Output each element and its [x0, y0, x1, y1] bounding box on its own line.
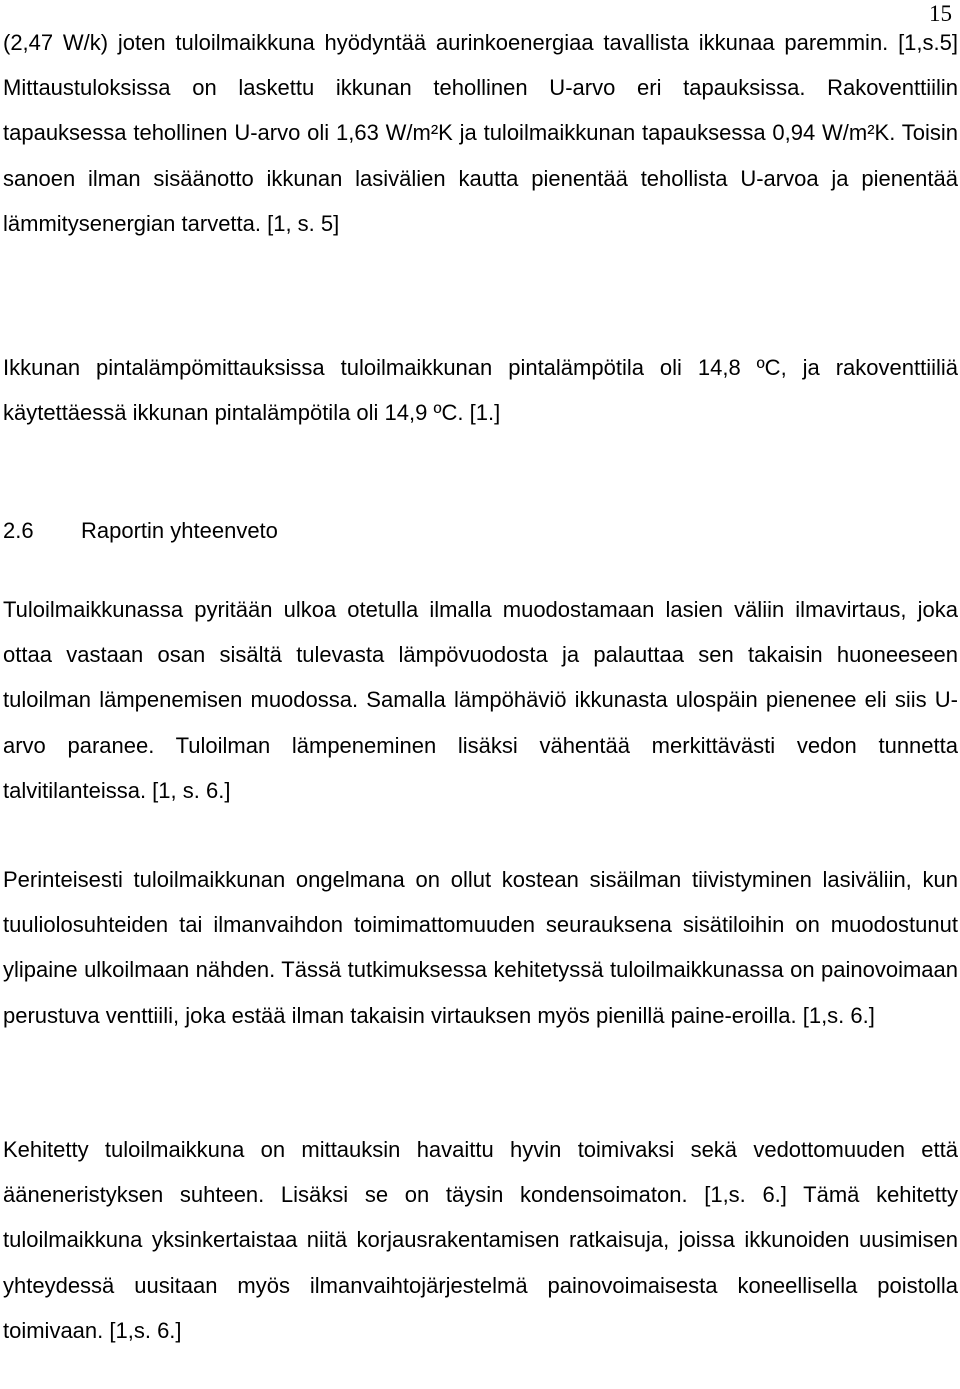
section-number: 2.6: [3, 518, 34, 543]
paragraph-condensation-problem: Perinteisesti tuloilmaikkunan ongelmana on ollut kostean sisäilman tiivistyminen lasiväliin, kun tuuliolosuhteiden tai ilmanvaihdon toimimattomuuden seurauksena sisätiloihin on muodostunut ylipaine ulkoilmaan nähden. Tässä tutkimuksessa kehitetyssä tuloilmaikkunassa on painovoimaan perustuva venttiili, joka estää ilman takaisin virtauksen myös pienillä paine-eroilla. [1,s. 6.]: [3, 867, 958, 1028]
section-title: Raportin yhteenveto: [81, 518, 278, 543]
paragraph-developed-window: Kehitetty tuloilmaikkuna on mittauksin havaittu hyvin toimivaksi sekä vedottomuuden että ääneneristyksen suhteen. Lisäksi se on täysin kondensoimaton. [1,s. 6.] Tämä kehitetty tuloilmaikkuna yksinkertaistaa niitä korjausrakentamisen ratkaisuja, joissa ikkunoiden uusimisen yhteydessä uusitaan myös ilmanvaihtojärjestelmä painovoimaisesta koneellisella poistolla toimivaan. [1,s. 6.]: [3, 1137, 958, 1343]
paragraph-supply-air-window-principle: Tuloilmaikkunassa pyritään ulkoa otetulla ilmalla muodostamaan lasien väliin ilmavirtaus, joka ottaa vastaan osan sisältä tulevasta lämpövuodosta ja palauttaa sen takaisin huoneeseen tuloilman lämpenemisen muodossa. Samalla lämpöhäviö ikkunasta ulospäin pienenee eli siis U-arvo paranee. Tuloilman lämpeneminen lisäksi vähentää merkittävästi vedon tunnetta talvitilanteissa. [1, s. 6.]: [3, 597, 958, 803]
paragraph-surface-temperature: Ikkunan pintalämpömittauksissa tuloilmaikkunan pintalämpötila oli 14,8 ºC, ja rakoventtiiliä käytettäessä ikkunan pintalämpötila oli 14,9 ºC. [1.]: [3, 355, 958, 426]
paragraph-u-value-results: (2,47 W/k) joten tuloilmaikkuna hyödyntää aurinkoenergiaa tavallista ikkunaa paremmin. [1,s.5] Mittaustuloksissa on laskettu ikkunan tehollinen U-arvo eri tapauksissa. Rakoventtiilin tapauksessa tehollinen U-arvo oli 1,63 W/m²K ja tuloilmaikkunan tapauksessa 0,94 W/m²K. Toisin sanoen ilman sisäänotto ikkunan lasivälien kautta pienentää tehollista U-arvoa ja pienentää lämmitysenergian tarvetta. [1, s. 5]: [3, 30, 958, 236]
page-number: 15: [929, 1, 952, 26]
section-heading: [3, 508, 278, 553]
